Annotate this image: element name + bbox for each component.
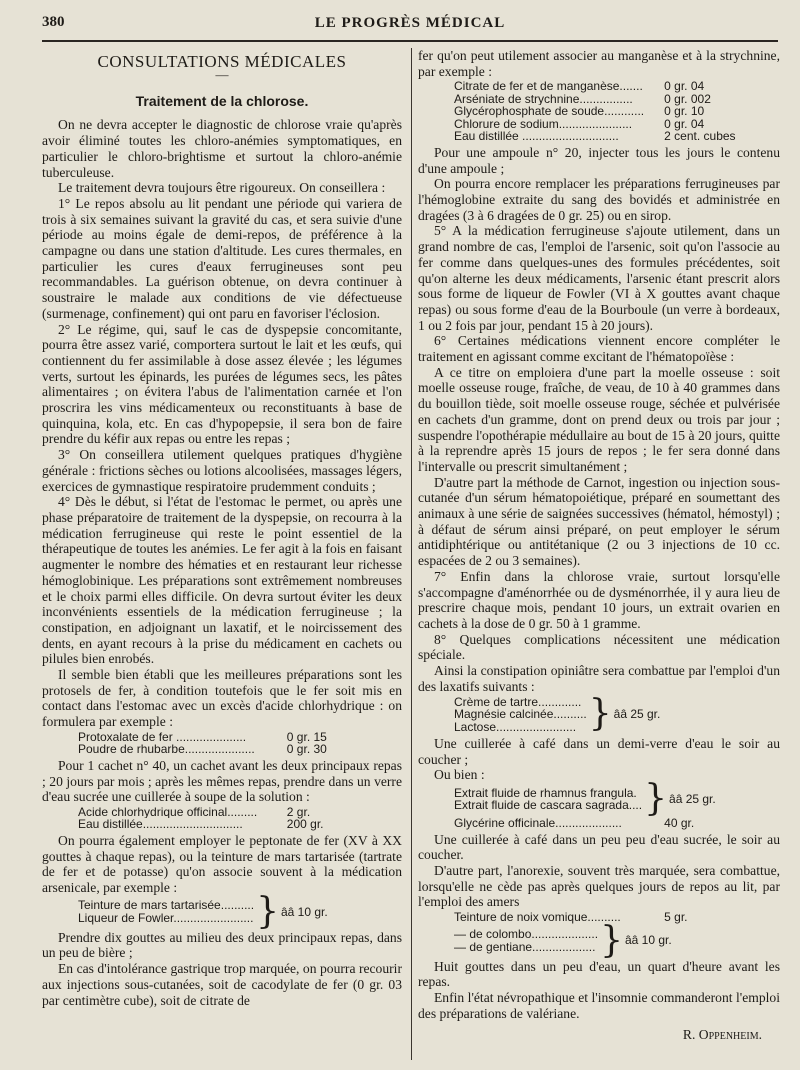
paragraph: 7° Enfin dans la chlorose vraie, surtout lorsqu'elle s'accompagne d'aménorrhée ou de dysménorrhée, il y aura lieu de prescrire chaque mois, pendant 10 jours, un extrait ovarien en cachets à la dose de 0 gr. 50 à 1 gramme. (418, 568, 780, 631)
prescription-group (418, 778, 780, 820)
page-header (42, 14, 778, 38)
ingredient-qty: 2 gr. (286, 804, 311, 819)
group-qty: ââ 10 gr. (280, 904, 328, 919)
journal-title: LE PROGRÈS MÉDICAL (314, 15, 506, 31)
paragraph: Enfin l'état névropathique et l'insomnie commanderont l'emploi des préparations de valériane. (418, 990, 780, 1021)
author-signature: R. Oppenheim. (682, 1027, 762, 1043)
paragraph: Huit gouttes dans un peu d'eau, un quart d'heure avant les repas. (418, 958, 780, 990)
article-title: Traitement de la chlorose. (135, 92, 309, 109)
paragraph: 8° Quelques complications nécessitent une médication spéciale. (418, 631, 780, 663)
prescription-table (42, 806, 402, 831)
prescription-row (418, 130, 780, 143)
paragraph: Ou bien : (434, 767, 485, 783)
paragraph: Le traitement devra toujours être rigoureux. On conseillera : (58, 180, 386, 196)
paragraph: A ce titre on emploiera d'une part la moelle osseuse : soit moelle osseuse rouge, fraîche, de veau, de 10 à 40 grammes dans du bouillon tiède, soit moelle osseuse rouge, séchée et pulvérisée en cachets d'un gramme, dont on prend deux ou trois par jour ; suspendre l'opothérapie médullaire au bout de 15 à 20 jours, quitte à la reprendre après 15 jours de repos ; le fer sera donné dans l'intervalle ou prescrit simultanément ; (418, 364, 780, 474)
prescription-row (418, 105, 780, 118)
group-items (42, 899, 254, 924)
prescription-row (42, 818, 402, 831)
ingredient-qty: 0 gr. 10 (664, 104, 705, 119)
paragraph: D'autre part la méthode de Carnot, ingestion ou injection sous-cutanée d'un sérum hématopoiétique, préparé en soumettant des animaux à une série de saignées successives (hématol, hémostyl) ; à défaut de sérum ainsi préparé, on peut employer le sérum antidiphtérique ou antitétanique (2 ou 3 injections de 10 cc. espacées de 2 ou 3 semaines). (418, 474, 780, 569)
paragraph: Il semble bien établi que les meilleures préparations sont les protosels de fer, à condition toutefois que le fer soit mis en contact dans l'estomac avec un excès d'acide chlorhydrique : on formulera par exemple : (42, 667, 402, 730)
ingredient-qty: 0 gr. 002 (664, 91, 711, 106)
paragraph: On pourra également employer le peptonate de fer (XV à XX gouttes à chaque repas), ou la teinture de mars tartarisée (tartrate de fer et de potasse) qu'on associe souvent à la médication arsenicale, par exemple : (42, 832, 402, 896)
ingredient-name: Protoxalate de fer ..................... (78, 730, 247, 744)
prescription-row (418, 911, 780, 924)
brace-symbol: } (256, 890, 279, 932)
ingredient-name: — de gentiane................... (454, 939, 596, 954)
ingredient-qty: 200 gr. (286, 817, 324, 832)
prescription-group (42, 890, 402, 932)
ingredient-name: Glycérophosphate de soude............ (454, 105, 645, 118)
paragraph: Pour 1 cachet n° 40, un cachet avant les deux principaux repas ; 20 jours par mois ; après les mêmes repas, prendre dans un verre d'eau sucrée une cuillerée à soupe de la solution : (42, 757, 402, 805)
paragraph: Pour une ampoule n° 20, injecter tous les jours le contenu d'une ampoule ; (418, 144, 780, 176)
prescription-table (418, 911, 780, 924)
prescription-group (418, 693, 780, 735)
paragraph: Une cuillerée à café dans un peu peu d'eau sucrée, le soir au coucher. (418, 831, 780, 863)
page-number: 380 (42, 14, 65, 30)
paragraph: 4° Dès le début, si l'état de l'estomac le permet, ou après une phase préparatoire de traitement de la dyspepsie, on recourra à la médication ferrugineuse qui reste le point essentiel de la thérapeutique de toutes les anémies. Le fer agit à la fois en faisant augmenter le nombre des hématies et en restaurant leur richesse hémoglobinique. Les préparations sont extrêmement nombreuses et le choix parmi elles difficile. On devra surtout éviter les deux inconvénients essentiels de la médication ferrugineuse ; la constipation, en adjoignant un laxatif, et le noircissement des dents, en ayant recours à la prise du médicament en cachets ou pilules bien enrobés. (42, 494, 402, 667)
paragraph: Une cuillerée à café dans un demi-verre d'eau le soir au coucher ; (418, 736, 780, 767)
ingredient-qty: 0 gr. 04 (664, 116, 705, 131)
group-qty: ââ 10 gr. (624, 933, 672, 948)
ingredient-name: Extrait fluide de rhamnus frangula. (454, 785, 637, 800)
prescription-row (418, 80, 780, 93)
prescription-table (42, 731, 402, 756)
title-dash: — (215, 66, 229, 82)
ingredient-qty: 0 gr. 04 (664, 79, 705, 94)
paragraph: 3° On conseillera utilement quelques pratiques d'hygiène générale : frictions sèches ou lotions alcoolisées, massages légers, exercices de gymnastique respiratoire prudemment conduits ; (42, 447, 402, 494)
prescription-group (418, 919, 780, 961)
ingredient-qty: 0 gr. 30 (286, 742, 327, 757)
prescription-table (418, 80, 780, 143)
ingredient-name: Chlorure de sodium...................... (454, 117, 633, 131)
ingredient-qty: 2 cent. cubes (664, 129, 736, 144)
ingredient-name: — de colombo.................... (454, 927, 599, 942)
ingredient-name: Teinture de noix vomique.......... (454, 911, 621, 924)
ingredient-name: Lactose........................ (454, 719, 577, 734)
right-column (418, 48, 780, 1043)
prescription-row (42, 743, 402, 756)
paragraph: En cas d'intolérance gastrique trop marquée, on pourra recourir aux injections sous-cutanées, soit de cacodylate de fer (0 gr. 03 par centimètre cube), soit de citrate de (42, 961, 402, 1008)
ingredient-name: Citrate de fer et de manganèse....... (454, 80, 643, 93)
brace-symbol: } (644, 778, 668, 820)
prescription-row (42, 731, 402, 744)
ingredient-name: Eau distillée ............................. (454, 130, 619, 143)
brace-symbol: } (588, 693, 612, 735)
ingredient-name: Poudre de rhubarbe..................... (78, 743, 255, 756)
prescription-row (42, 806, 402, 819)
ingredient-name: Crème de tartre............. (454, 694, 582, 709)
ingredient-name: Acide chlorhydrique officinal......... (78, 805, 258, 819)
header-rule (42, 40, 778, 42)
paragraph: 6° Certaines médications viennent encore compléter le traitement en agissant comme excitant de l'hématopoïèse : (418, 333, 780, 365)
group-items (418, 696, 587, 734)
prescription-row (418, 93, 780, 106)
column-divider (411, 48, 412, 1060)
paragraph: 1° Le repos absolu au lit pendant une période qui variera de trois à six semaines suivant la gravité du cas, et sera suivie d'une période au moins égale de demi-repos, de préférence à la campagne ou dans une station d'altitude. Les cures thermales, en particulier les cures d'eaux ferrugineuses sont peu recommandables. La guérison obtenue, on devra continuer à soustraire le malade aux conditions de vie défectueuse (surmenage, confinement) qui ont paru en favoriser l'éclosion. (42, 195, 402, 321)
paragraph: On ne devra accepter le diagnostic de chlorose vraie qu'après avoir éliminé toutes les chloro-anémies symptomatiques, en particulier le chloro-brightisme et surtout la chloro-anémie tuberculeuse. (42, 117, 402, 180)
brace-symbol: } (600, 919, 623, 961)
ingredient-name: Glycérine officinale.................... (454, 817, 622, 830)
prescription-row (418, 817, 780, 830)
ingredient-qty: 40 gr. (664, 816, 695, 831)
ingredient-name: Eau distillée.............................. (78, 818, 243, 831)
left-column (42, 48, 402, 1008)
group-items (418, 787, 642, 812)
ingredient-name: Magnésie calcinée.......... (454, 707, 587, 722)
paragraph: Ainsi la constipation opiniâtre sera combattue par l'emploi d'un des laxatifs suivants : (418, 663, 780, 694)
ingredient-name: Liqueur de Fowler........................ (78, 910, 254, 925)
ingredient-qty: 5 gr. (664, 910, 688, 925)
group-qty: ââ 25 gr. (669, 791, 716, 806)
ingredient-name: Teinture de mars tartarisée.......... (78, 898, 255, 913)
paragraph: On pourra encore remplacer les préparations ferrugineuses par l'hémoglobine extraite du sang des bovidés et administrée en dragées (3 à 6 dragées de 0 gr. 25) ou en sirop. (418, 176, 780, 223)
paragraph: Prendre dix gouttes au milieu des deux principaux repas, dans un peu de bière ; (42, 929, 402, 961)
paragraph: fer qu'on peut utilement associer au manganèse et à la strychnine, par exemple : (418, 48, 780, 79)
paragraph: 2° Le régime, qui, sauf le cas de dyspepsie concomitante, pourra être assez varié, comportera surtout le lait et les œufs, qui contiennent du fer assimilable à dose assez élevée ; les légumes verts, surtout les épinards, les purées de légumes secs, les pâtes alimentaires ; on évitera l'abus de l'alimentation carnée et l'on proscrira les vins médicamenteux ou reconstituants à base de quinquina, kola, etc. En cas d'hypopepsie, il sera bon de faire prendre du kéfir aux repas ou entre les repas ; (42, 321, 402, 447)
ingredient-name: Arséniate de strychnine................ (454, 92, 633, 106)
ingredient-name: Extrait fluide de cascara sagrada.... (454, 798, 643, 813)
group-qty: ââ 25 gr. (613, 707, 661, 722)
paragraph: D'autre part, l'anorexie, souvent très marquée, sera combattue, lorsqu'elle ne cède pas après quelques jours de repos au lit, par l'emploi des amers (418, 863, 780, 910)
prescription-table (418, 817, 780, 830)
paragraph: 5° A la médication ferrugineuse s'ajoute utilement, dans un grand nombre de cas, l'emploi de l'arsenic, soit qu'on l'associe au fer comme dans quelques-unes des formules précédentes, soit qu'on alterne les deux médicaments, l'arsenic étant prescrit alors sous forme de liqueur de Fowler (VI à X gouttes avant chaque repas) ou sous forme d'eau de la Bourboule (un verre à bordeaux, 1 ou 2 fois par jour, pendant 15 à 20 jours). (418, 223, 780, 333)
section-title: CONSULTATIONS MÉDICALES (97, 52, 347, 71)
ingredient-qty: 0 gr. 15 (286, 729, 327, 744)
group-items (418, 928, 598, 953)
